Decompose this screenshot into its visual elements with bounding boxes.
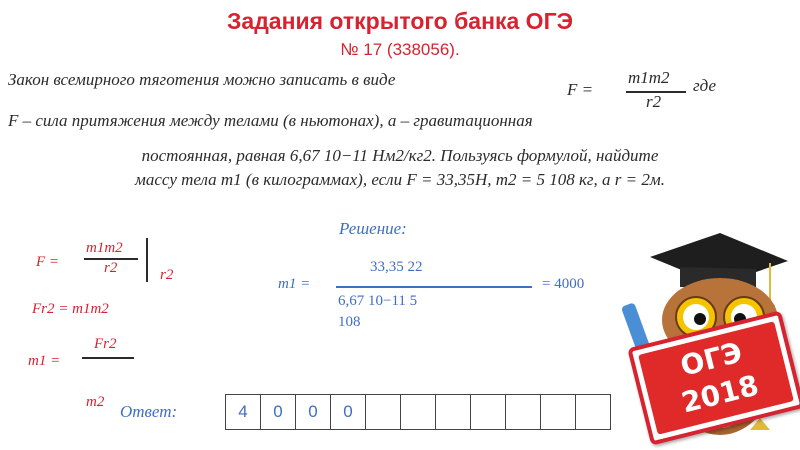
problem-line-4: массу тела m1 (в килограммах), если F = 33,35Н, m2 = 5 108 кг, а r = 2м. bbox=[135, 170, 665, 189]
formula-lhs: F = bbox=[567, 80, 594, 99]
step1-side-r: r2 bbox=[160, 267, 174, 283]
solution-header: Решение: bbox=[339, 219, 407, 238]
badge-line-1: ОГЭ bbox=[677, 335, 746, 383]
calc-denominator-1: 6,67 10−11 5 bbox=[338, 293, 418, 309]
calc-denominator-2: 108 bbox=[338, 314, 361, 330]
task-number: № 17 (338056). bbox=[340, 40, 460, 59]
page-title: Задания открытого банка ОГЭ bbox=[227, 8, 573, 34]
solution-step-2: Fr2 = m1m2 bbox=[32, 301, 109, 317]
step3-lhs: m1 = bbox=[28, 353, 61, 369]
answer-cell[interactable] bbox=[471, 395, 506, 430]
step1-divider bbox=[146, 238, 148, 282]
calc-fraction-line bbox=[336, 286, 532, 288]
step1-numerator: m1m2 bbox=[86, 240, 123, 256]
answer-label: Ответ: bbox=[120, 402, 178, 421]
formula-numerator: m1m2 bbox=[628, 68, 670, 87]
badge-line-2: 2018 bbox=[678, 368, 762, 420]
formula-denominator: r2 bbox=[646, 92, 662, 111]
answer-table bbox=[225, 394, 611, 430]
answer-cell[interactable] bbox=[506, 395, 541, 430]
answer-cell[interactable] bbox=[401, 395, 436, 430]
step3-numerator: Fr2 bbox=[94, 336, 117, 352]
answer-cell[interactable] bbox=[366, 395, 401, 430]
calc-numerator: 33,35 22 bbox=[370, 259, 423, 275]
step3-den-m: m2 bbox=[86, 394, 105, 410]
formula-where: где bbox=[693, 76, 716, 95]
calc-lhs: m1 = bbox=[278, 276, 311, 292]
calc-result: = 4000 bbox=[542, 276, 585, 292]
answer-cell[interactable]: 4 bbox=[226, 395, 261, 430]
problem-line-3: постоянная, равная 6,67 10−11 Hм2/кг2. Пользуясь формулой, найдите bbox=[141, 146, 659, 165]
problem-intro: Закон всемирного тяготения можно записать в виде bbox=[8, 70, 396, 89]
answer-cell[interactable] bbox=[541, 395, 576, 430]
answer-cell[interactable]: 0 bbox=[261, 395, 296, 430]
step1-denominator: r2 bbox=[104, 260, 118, 276]
problem-line-2: F – сила притяжения между телами (в ньютонах), a – гравитационная bbox=[8, 111, 533, 130]
answer-cell[interactable] bbox=[576, 395, 611, 430]
step3-fraction-line bbox=[82, 357, 134, 359]
answer-cell[interactable] bbox=[436, 395, 471, 430]
answer-cell[interactable]: 0 bbox=[296, 395, 331, 430]
answer-cell[interactable]: 0 bbox=[331, 395, 366, 430]
step1-lhs: F = bbox=[36, 254, 60, 270]
